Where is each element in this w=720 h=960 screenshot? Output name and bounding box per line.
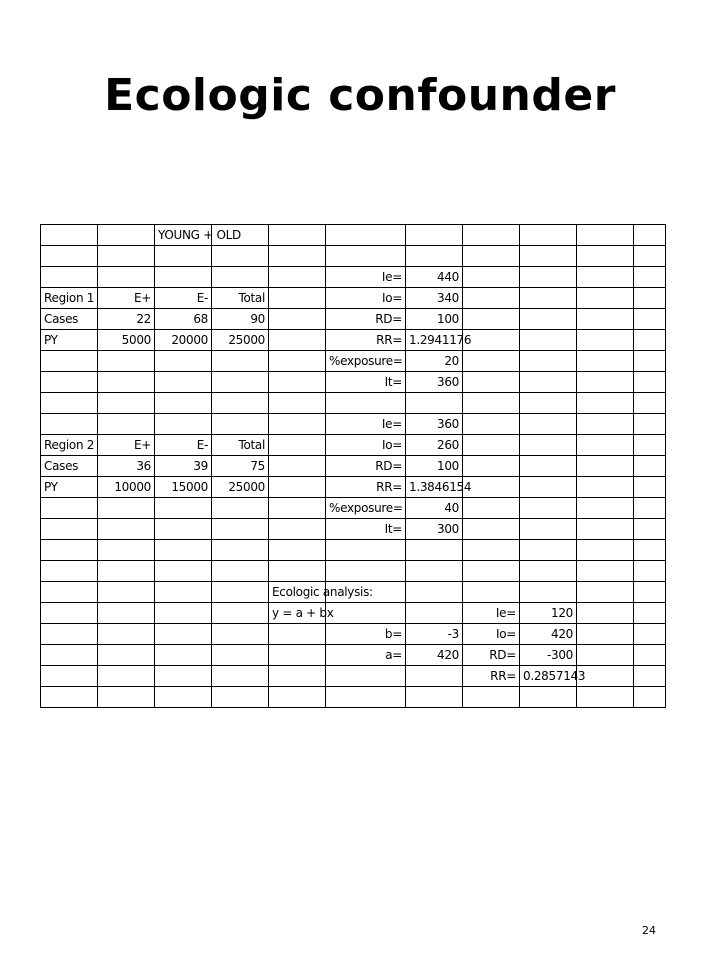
- table-cell: [269, 477, 326, 498]
- table-cell: [406, 540, 463, 561]
- table-cell: [634, 435, 666, 456]
- table-cell: Io=: [326, 288, 406, 309]
- spreadsheet-table: [40, 224, 666, 708]
- table-cell: [41, 351, 98, 372]
- table-cell: [577, 498, 634, 519]
- table-cell: [520, 330, 577, 351]
- table-cell: [269, 351, 326, 372]
- table-cell: [326, 225, 406, 246]
- table-cell: 20: [406, 351, 463, 372]
- table-cell: [577, 372, 634, 393]
- table-cell: [577, 561, 634, 582]
- table-cell: [577, 330, 634, 351]
- table-cell: [406, 393, 463, 414]
- table-cell: PY: [41, 477, 98, 498]
- table-cell: 260: [406, 435, 463, 456]
- table-cell: [155, 582, 212, 603]
- table-cell: [520, 372, 577, 393]
- table-row: [41, 645, 666, 666]
- table-cell: 15000: [155, 477, 212, 498]
- table-cell: [98, 414, 155, 435]
- table-row: [41, 288, 666, 309]
- table-cell: 68: [155, 309, 212, 330]
- table-cell: Io=: [463, 624, 520, 645]
- table-row: [41, 393, 666, 414]
- table-cell: [269, 372, 326, 393]
- table-cell: [577, 267, 634, 288]
- spreadsheet-body: [41, 225, 666, 708]
- table-cell: Total: [212, 288, 269, 309]
- table-cell: [326, 687, 406, 708]
- table-cell: [634, 393, 666, 414]
- table-cell: Io=: [326, 435, 406, 456]
- table-cell: [212, 582, 269, 603]
- table-cell: [326, 393, 406, 414]
- table-cell: [520, 393, 577, 414]
- table-cell: [155, 687, 212, 708]
- table-row: [41, 351, 666, 372]
- table-cell: a=: [326, 645, 406, 666]
- table-row: [41, 246, 666, 267]
- table-cell: [212, 267, 269, 288]
- table-cell: RR=: [463, 666, 520, 687]
- table-cell: [520, 582, 577, 603]
- table-cell: 1.2941176: [406, 330, 463, 351]
- table-cell: [269, 645, 326, 666]
- table-row: [41, 582, 666, 603]
- table-cell: [463, 330, 520, 351]
- table-cell: %exposure=: [326, 498, 406, 519]
- table-cell: -3: [406, 624, 463, 645]
- table-cell: [41, 603, 98, 624]
- table-cell: [463, 288, 520, 309]
- table-cell: [520, 414, 577, 435]
- table-cell: [98, 540, 155, 561]
- table-cell: [155, 645, 212, 666]
- table-cell: [520, 225, 577, 246]
- table-cell: %exposure=: [326, 351, 406, 372]
- table-cell: [520, 288, 577, 309]
- table-cell: [463, 267, 520, 288]
- table-cell: [269, 687, 326, 708]
- table-cell: 300: [406, 519, 463, 540]
- table-cell: [406, 687, 463, 708]
- table-cell: [155, 351, 212, 372]
- table-cell: [577, 687, 634, 708]
- table-cell: [634, 456, 666, 477]
- table-cell: [326, 246, 406, 267]
- table-cell: [98, 582, 155, 603]
- table-cell: [269, 393, 326, 414]
- table-cell: [463, 582, 520, 603]
- table-cell: [326, 540, 406, 561]
- table-cell: [406, 246, 463, 267]
- table-cell: [212, 540, 269, 561]
- table-cell: [98, 372, 155, 393]
- table-cell: [463, 561, 520, 582]
- table-cell: [212, 687, 269, 708]
- table-cell: [463, 309, 520, 330]
- table-cell: 40: [406, 498, 463, 519]
- table-cell: [577, 225, 634, 246]
- table-cell: 75: [212, 456, 269, 477]
- table-row: [41, 435, 666, 456]
- table-row: [41, 540, 666, 561]
- table-cell: 420: [406, 645, 463, 666]
- table-cell: [520, 540, 577, 561]
- table-cell: [463, 246, 520, 267]
- table-cell: 36: [98, 456, 155, 477]
- table-cell: [269, 330, 326, 351]
- table-cell: [577, 435, 634, 456]
- table-cell: E-: [155, 435, 212, 456]
- table-cell: [463, 351, 520, 372]
- table-cell: Region 1: [41, 288, 98, 309]
- slide-title: Ecologic confounder: [104, 70, 616, 121]
- table-row: [41, 687, 666, 708]
- table-cell: [155, 393, 212, 414]
- table-cell: [463, 435, 520, 456]
- table-cell: 420: [520, 624, 577, 645]
- table-cell: [41, 225, 98, 246]
- table-cell: [463, 393, 520, 414]
- table-cell: [463, 414, 520, 435]
- table-cell: [634, 309, 666, 330]
- table-cell: RD=: [463, 645, 520, 666]
- table-cell: -300: [520, 645, 577, 666]
- table-cell: [269, 624, 326, 645]
- table-cell: [634, 624, 666, 645]
- table-cell: [155, 246, 212, 267]
- table-cell: [269, 540, 326, 561]
- table-cell: It=: [326, 372, 406, 393]
- table-cell: Ie=: [463, 603, 520, 624]
- table-cell: [212, 414, 269, 435]
- table-cell: [155, 666, 212, 687]
- table-cell: [155, 624, 212, 645]
- table-cell: YOUNG + OLD: [155, 225, 212, 246]
- table-cell: Ie=: [326, 414, 406, 435]
- table-cell: [41, 582, 98, 603]
- table-cell: E-: [155, 288, 212, 309]
- table-cell: [98, 603, 155, 624]
- table-cell: [212, 666, 269, 687]
- table-cell: [634, 246, 666, 267]
- table-cell: [520, 561, 577, 582]
- table-cell: 39: [155, 456, 212, 477]
- table-cell: [326, 561, 406, 582]
- table-cell: [41, 519, 98, 540]
- table-cell: It=: [326, 519, 406, 540]
- table-cell: [634, 477, 666, 498]
- table-cell: [98, 645, 155, 666]
- table-row: [41, 225, 666, 246]
- table-cell: [155, 414, 212, 435]
- table-cell: [577, 456, 634, 477]
- table-cell: 10000: [98, 477, 155, 498]
- table-cell: Cases: [41, 309, 98, 330]
- table-cell: [577, 603, 634, 624]
- table-cell: [634, 687, 666, 708]
- table-cell: E+: [98, 288, 155, 309]
- table-cell: [520, 456, 577, 477]
- table-cell: [577, 288, 634, 309]
- table-cell: [41, 498, 98, 519]
- table-cell: [520, 246, 577, 267]
- table-cell: [634, 351, 666, 372]
- table-cell: [634, 645, 666, 666]
- table-cell: [520, 687, 577, 708]
- table-cell: [577, 309, 634, 330]
- table-cell: [269, 309, 326, 330]
- table-cell: [155, 603, 212, 624]
- table-cell: y = a + bx: [269, 603, 326, 624]
- table-cell: [212, 372, 269, 393]
- table-cell: [269, 561, 326, 582]
- table-cell: [463, 519, 520, 540]
- table-cell: [577, 540, 634, 561]
- page-number: 24: [642, 924, 656, 937]
- table-cell: [463, 540, 520, 561]
- table-row: [41, 330, 666, 351]
- table-cell: [634, 603, 666, 624]
- table-cell: [463, 687, 520, 708]
- table-cell: [41, 624, 98, 645]
- table-cell: [326, 603, 406, 624]
- table-cell: [634, 666, 666, 687]
- table-row: [41, 561, 666, 582]
- table-cell: [463, 372, 520, 393]
- table-cell: [155, 519, 212, 540]
- table-cell: 100: [406, 456, 463, 477]
- table-cell: 0.2857143: [520, 666, 577, 687]
- table-cell: [98, 267, 155, 288]
- table-row: [41, 477, 666, 498]
- table-cell: [463, 498, 520, 519]
- table-cell: [520, 477, 577, 498]
- table-cell: [41, 414, 98, 435]
- table-cell: [520, 498, 577, 519]
- table-cell: [98, 498, 155, 519]
- table-cell: [212, 561, 269, 582]
- table-cell: 22: [98, 309, 155, 330]
- table-cell: [634, 519, 666, 540]
- table-cell: [634, 288, 666, 309]
- table-cell: Ie=: [326, 267, 406, 288]
- table-cell: [41, 540, 98, 561]
- table-cell: [155, 561, 212, 582]
- table-cell: [634, 414, 666, 435]
- table-cell: [98, 624, 155, 645]
- table-cell: [577, 624, 634, 645]
- table-cell: [98, 519, 155, 540]
- table-cell: [41, 372, 98, 393]
- table-cell: [406, 561, 463, 582]
- table-cell: [269, 225, 326, 246]
- table-row: [41, 624, 666, 645]
- table-cell: [269, 666, 326, 687]
- table-row: [41, 519, 666, 540]
- table-cell: RD=: [326, 456, 406, 477]
- table-cell: [41, 267, 98, 288]
- table-cell: [212, 498, 269, 519]
- table-cell: [212, 519, 269, 540]
- table-cell: [463, 456, 520, 477]
- table-cell: b=: [326, 624, 406, 645]
- table-cell: [520, 309, 577, 330]
- table-cell: [577, 645, 634, 666]
- table-cell: Cases: [41, 456, 98, 477]
- table-cell: [41, 561, 98, 582]
- table-cell: [41, 666, 98, 687]
- table-row: [41, 603, 666, 624]
- table-cell: [269, 246, 326, 267]
- table-cell: [406, 666, 463, 687]
- table-cell: [269, 267, 326, 288]
- table-cell: [98, 351, 155, 372]
- table-cell: [577, 519, 634, 540]
- table-cell: [155, 267, 212, 288]
- table-cell: 360: [406, 414, 463, 435]
- table-row: [41, 456, 666, 477]
- table-cell: [269, 435, 326, 456]
- table-cell: [98, 225, 155, 246]
- table-cell: [326, 666, 406, 687]
- table-cell: [577, 393, 634, 414]
- table-cell: [406, 582, 463, 603]
- table-cell: 20000: [155, 330, 212, 351]
- table-cell: [463, 225, 520, 246]
- table-cell: [520, 351, 577, 372]
- table-cell: [269, 456, 326, 477]
- table-row: [41, 372, 666, 393]
- table-cell: [577, 351, 634, 372]
- table-cell: Ecologic analysis:: [269, 582, 326, 603]
- table-cell: [406, 225, 463, 246]
- table-cell: 5000: [98, 330, 155, 351]
- table-cell: 1.3846154: [406, 477, 463, 498]
- table-cell: 100: [406, 309, 463, 330]
- table-cell: [212, 351, 269, 372]
- table-row: [41, 498, 666, 519]
- table-cell: [212, 393, 269, 414]
- table-row: [41, 267, 666, 288]
- table-cell: 440: [406, 267, 463, 288]
- table-cell: [155, 372, 212, 393]
- table-cell: [577, 414, 634, 435]
- table-cell: [520, 519, 577, 540]
- table-row: [41, 666, 666, 687]
- table-cell: [406, 603, 463, 624]
- table-cell: [41, 687, 98, 708]
- table-row: [41, 309, 666, 330]
- table-cell: [98, 687, 155, 708]
- table-cell: RD=: [326, 309, 406, 330]
- table-cell: [463, 477, 520, 498]
- table-cell: [269, 519, 326, 540]
- table-cell: [98, 666, 155, 687]
- table-cell: [98, 246, 155, 267]
- table-cell: RR=: [326, 477, 406, 498]
- table-cell: [634, 540, 666, 561]
- table-cell: [634, 582, 666, 603]
- table-cell: PY: [41, 330, 98, 351]
- table-cell: [212, 624, 269, 645]
- table-cell: [634, 561, 666, 582]
- table-cell: Region 2: [41, 435, 98, 456]
- table-cell: [577, 246, 634, 267]
- table-cell: [634, 267, 666, 288]
- table-cell: 120: [520, 603, 577, 624]
- table-cell: [41, 246, 98, 267]
- table-cell: [634, 225, 666, 246]
- table-cell: [212, 645, 269, 666]
- table-cell: [269, 498, 326, 519]
- table-cell: Total: [212, 435, 269, 456]
- table-cell: [155, 498, 212, 519]
- table-cell: RR=: [326, 330, 406, 351]
- table-cell: [269, 414, 326, 435]
- table-cell: [520, 267, 577, 288]
- table-cell: [41, 645, 98, 666]
- table-cell: [98, 561, 155, 582]
- table-cell: 340: [406, 288, 463, 309]
- table-cell: 360: [406, 372, 463, 393]
- table-cell: [634, 372, 666, 393]
- table-cell: [634, 330, 666, 351]
- table-cell: 90: [212, 309, 269, 330]
- table-cell: [634, 498, 666, 519]
- table-cell: 25000: [212, 477, 269, 498]
- table-cell: [98, 393, 155, 414]
- table-cell: [520, 435, 577, 456]
- table-cell: [212, 246, 269, 267]
- table-cell: [41, 393, 98, 414]
- table-cell: [577, 477, 634, 498]
- table-cell: E+: [98, 435, 155, 456]
- table-cell: [155, 540, 212, 561]
- table-cell: [212, 603, 269, 624]
- table-cell: [577, 582, 634, 603]
- table-cell: [269, 288, 326, 309]
- table-cell: [577, 666, 634, 687]
- table-cell: 25000: [212, 330, 269, 351]
- table-row: [41, 414, 666, 435]
